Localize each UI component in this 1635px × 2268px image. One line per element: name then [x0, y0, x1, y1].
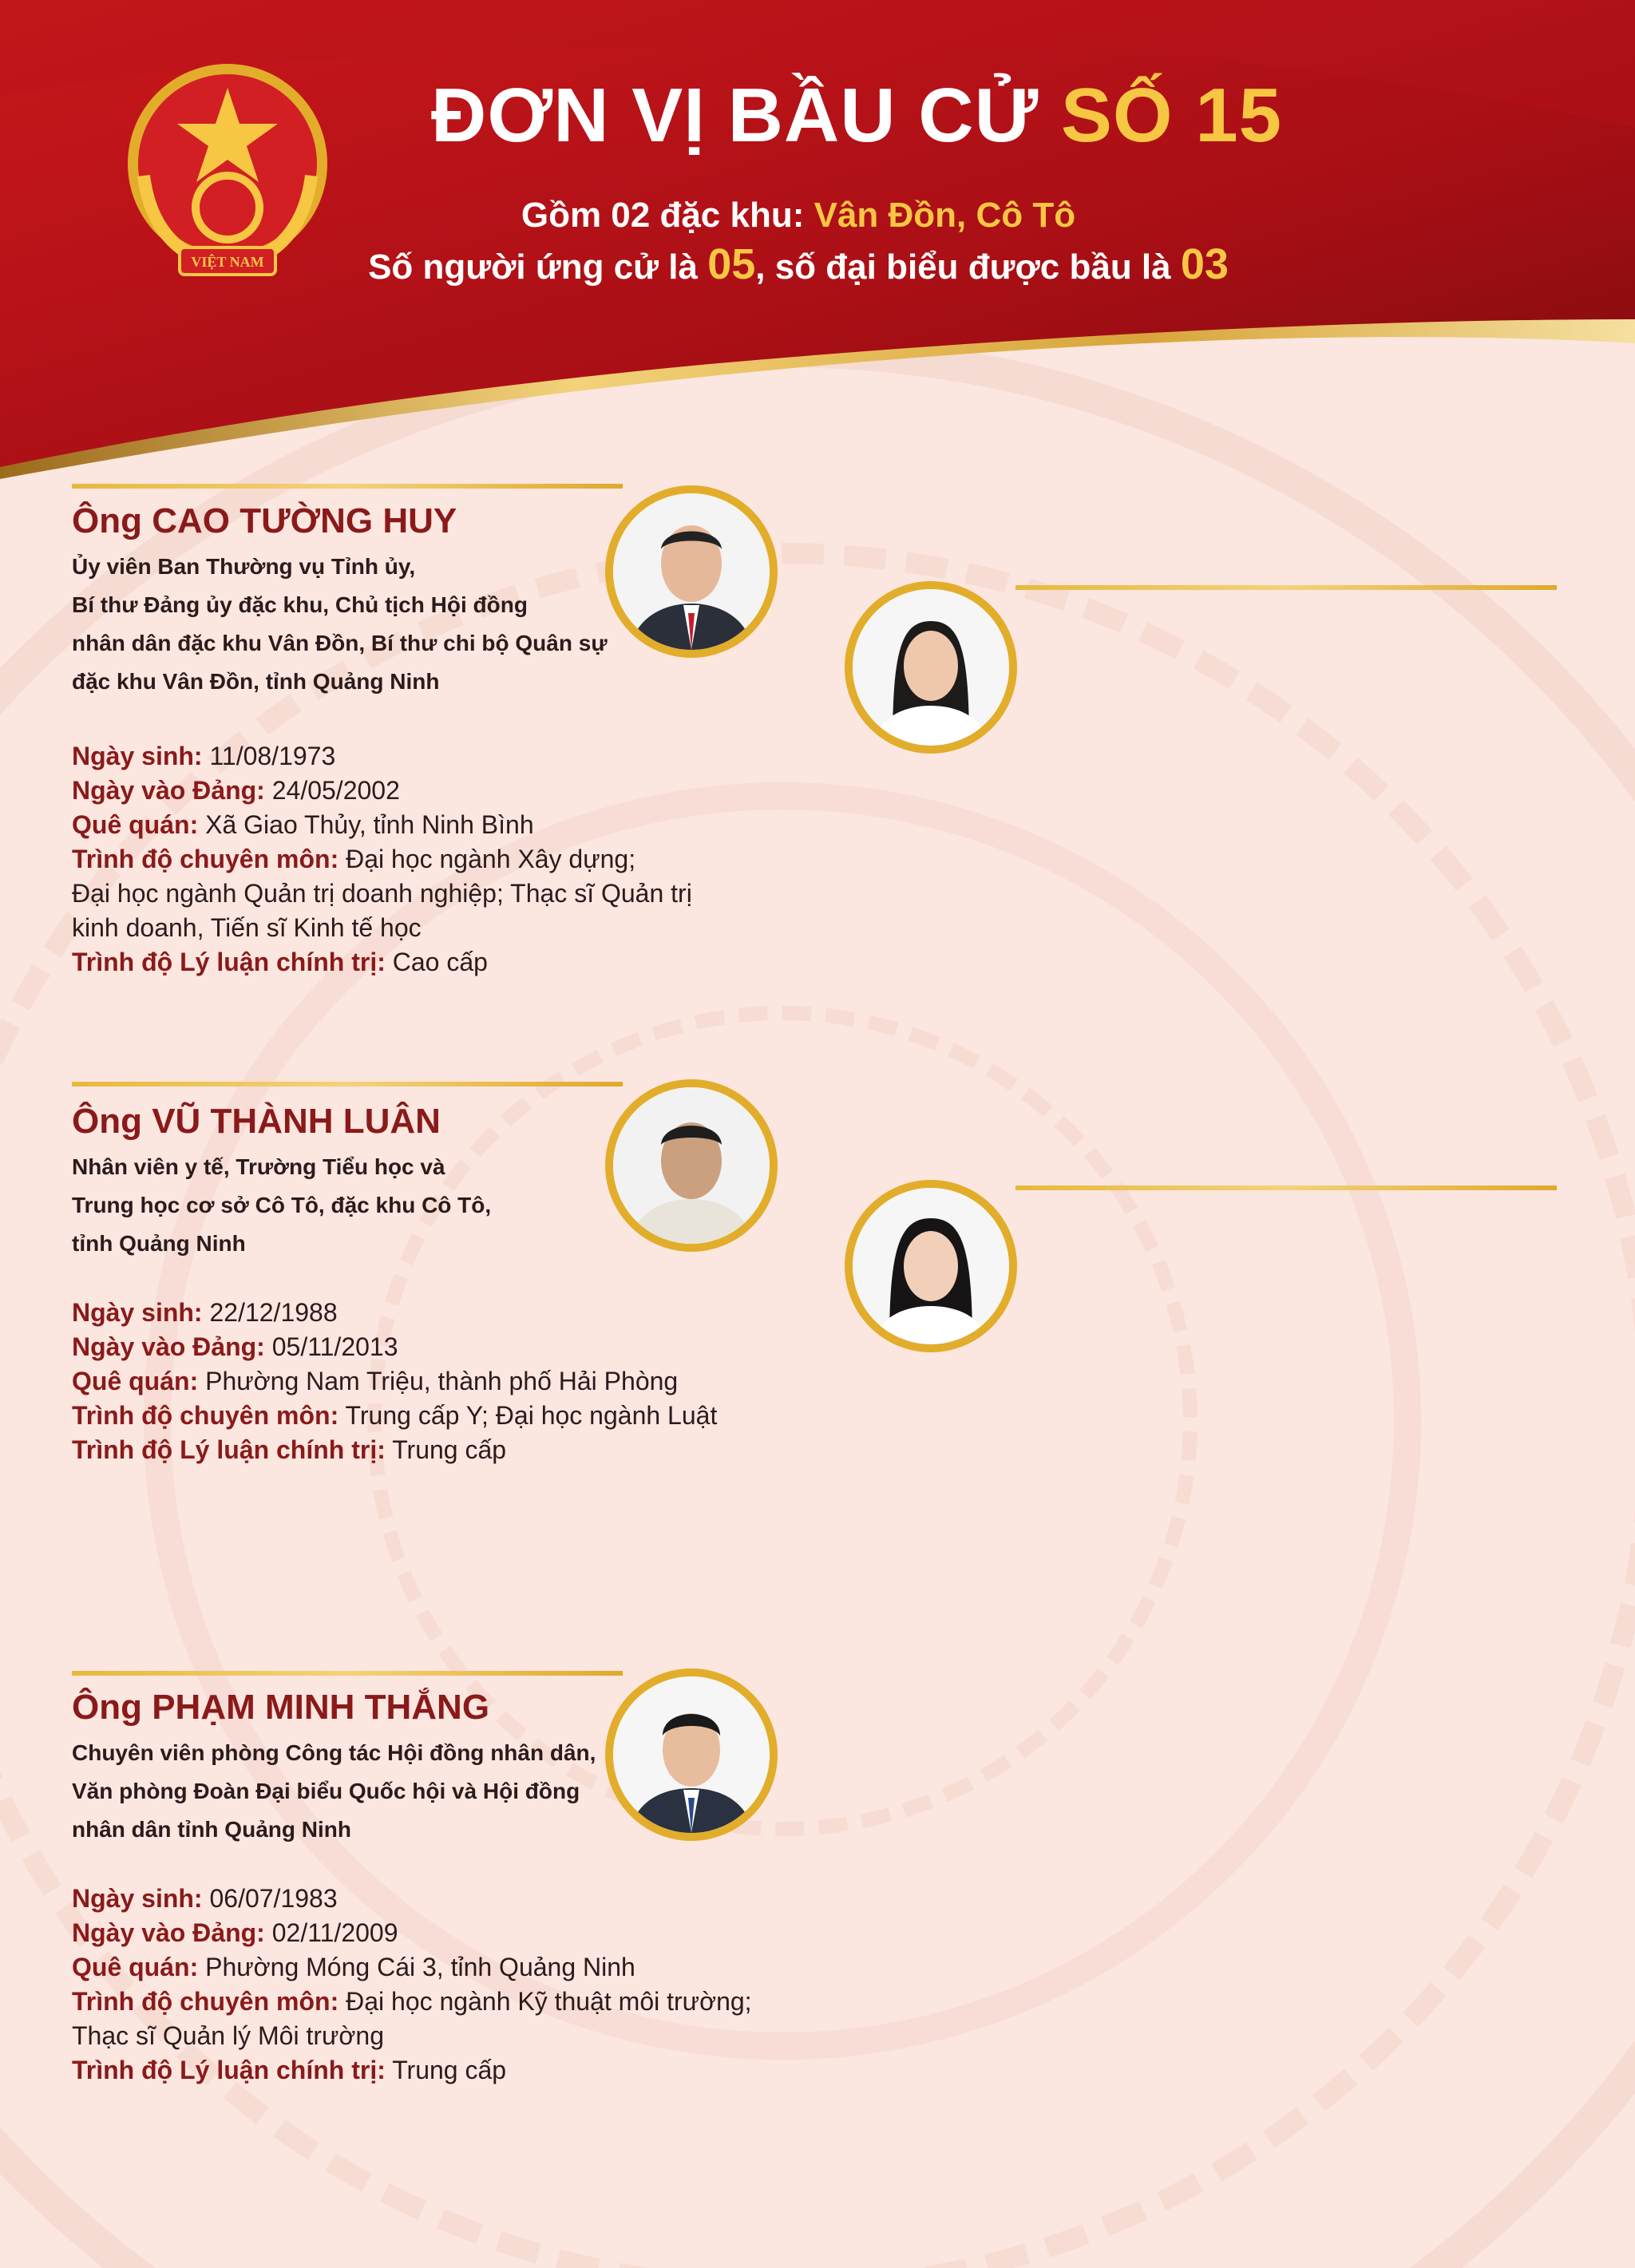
counts-text-a: Số người ứng cử là	[368, 247, 708, 287]
label-education: Trình độ chuyên môn:	[72, 1401, 339, 1430]
person-portrait-icon	[853, 1188, 1009, 1344]
value-education: Trung cấp Y; Đại học ngành Luật	[345, 1401, 718, 1430]
title-main: ĐƠN VỊ BẦU CỬ	[431, 73, 1061, 158]
role-line: Bí thư Đảng ủy đặc khu, Chủ tịch Hội đồng	[72, 592, 528, 617]
subtitle-counts	[319, 239, 1277, 289]
candidate-photo	[605, 1079, 778, 1252]
label-education: Trình độ chuyên môn:	[72, 1987, 339, 2016]
label-politics: Trình độ Lý luận chính trị:	[72, 948, 386, 976]
person-portrait-icon	[613, 1087, 770, 1244]
candidate-role	[72, 1734, 647, 1849]
divider	[72, 1082, 623, 1087]
value-politics: Cao cấp	[392, 948, 488, 976]
person-portrait-icon	[613, 493, 770, 650]
role-line: nhân dân tỉnh Quảng Ninh	[72, 1817, 351, 1842]
value-party: 05/11/2013	[271, 1332, 398, 1361]
national-emblem-icon	[120, 56, 335, 287]
role-line: đặc khu Vân Đồn, tỉnh Quảng Ninh	[72, 669, 440, 694]
page-title	[431, 72, 1581, 160]
seat-count: 03	[1180, 240, 1229, 288]
divider	[1015, 1185, 1557, 1190]
label-dob: Ngày sinh:	[72, 1884, 203, 1913]
label-education: Trình độ chuyên môn:	[72, 845, 339, 873]
candidate-photo	[605, 485, 778, 658]
value-education-cont: kinh doanh, Tiến sĩ Kinh tế học	[72, 913, 422, 942]
candidate-name: Ông PHẠM MINH THẮNG	[72, 1688, 490, 1727]
value-dob: 22/12/1988	[209, 1298, 338, 1327]
label-party: Ngày vào Đảng:	[72, 776, 265, 805]
value-education: Đại học ngành Kỹ thuật môi trường;	[346, 1987, 752, 2016]
value-education: Đại học ngành Xây dựng;	[346, 845, 636, 873]
counts-text-c: , số đại biểu được bầu là	[755, 247, 1181, 287]
value-hometown: Xã Giao Thủy, tỉnh Ninh Bình	[205, 810, 534, 839]
label-party: Ngày vào Đảng:	[72, 1918, 265, 1947]
candidate-name: Ông VŨ THÀNH LUÂN	[72, 1102, 441, 1141]
label-party: Ngày vào Đảng:	[72, 1332, 265, 1361]
divider	[1015, 585, 1557, 590]
role-line: tỉnh Quảng Ninh	[72, 1231, 246, 1256]
value-dob: 11/08/1973	[209, 742, 336, 770]
value-politics: Trung cấp	[392, 1435, 507, 1464]
role-line: Văn phòng Đoàn Đại biểu Quốc hội và Hội đồng	[72, 1779, 580, 1803]
title-number: SỐ 15	[1060, 73, 1283, 158]
divider	[72, 1671, 623, 1676]
emblem-banner-text: VIỆT NAM	[191, 254, 264, 270]
header-banner	[0, 0, 1635, 495]
candidate-count: 05	[707, 240, 756, 288]
role-line: Trung học cơ sở Cô Tô, đặc khu Cô Tô,	[72, 1193, 492, 1217]
value-education-cont: Thạc sĩ Quản lý Môi trường	[72, 2021, 384, 2050]
candidate-details	[72, 739, 790, 980]
candidate-details	[72, 1882, 790, 2088]
value-party: 24/05/2002	[271, 776, 400, 805]
candidate-name: Ông CAO TƯỜNG HUY	[72, 501, 457, 540]
value-politics: Trung cấp	[392, 2056, 507, 2084]
person-portrait-icon	[853, 589, 1009, 746]
label-hometown: Quê quán:	[72, 810, 199, 839]
value-education-cont: Đại học ngành Quản trị doanh nghiệp; Thạc sĩ Quản trị	[72, 879, 692, 908]
role-line: Ủy viên Ban Thường vụ Tỉnh ủy,	[72, 554, 416, 579]
candidate-role	[72, 1148, 631, 1263]
subtitle-districts-prefix: Gồm 02 đặc khu:	[521, 196, 814, 235]
role-line: nhân dân đặc khu Vân Đồn, Bí thư chi bộ Quân sự	[72, 631, 608, 655]
subtitle-districts	[319, 196, 1277, 236]
candidate-role	[72, 548, 631, 701]
subtitle-districts-value: Vân Đồn, Cô Tô	[814, 196, 1076, 235]
label-hometown: Quê quán:	[72, 1953, 199, 1981]
label-politics: Trình độ Lý luận chính trị:	[72, 2056, 386, 2084]
label-politics: Trình độ Lý luận chính trị:	[72, 1435, 386, 1464]
candidate-photo	[845, 581, 1017, 754]
divider	[72, 484, 623, 489]
value-dob: 06/07/1983	[209, 1884, 338, 1913]
label-dob: Ngày sinh:	[72, 1298, 203, 1327]
candidate-details	[72, 1296, 790, 1467]
value-hometown: Phường Móng Cái 3, tỉnh Quảng Ninh	[205, 1953, 635, 1981]
role-line: Nhân viên y tế, Trường Tiểu học và	[72, 1154, 445, 1179]
role-line: Chuyên viên phòng Công tác Hội đồng nhân dân,	[72, 1740, 596, 1765]
label-dob: Ngày sinh:	[72, 742, 203, 770]
label-hometown: Quê quán:	[72, 1367, 199, 1395]
value-hometown: Phường Nam Triệu, thành phố Hải Phòng	[205, 1367, 679, 1395]
candidate-photo	[845, 1180, 1017, 1352]
value-party: 02/11/2009	[271, 1918, 398, 1947]
